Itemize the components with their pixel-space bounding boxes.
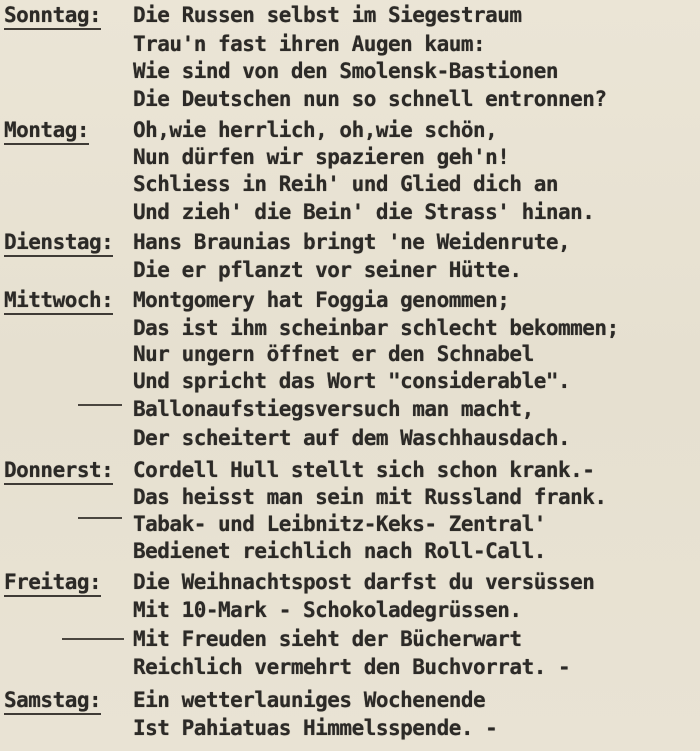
verse-text: Nur ungern öffnet er den Schnabel <box>133 342 534 366</box>
text-line <box>0 58 700 84</box>
verse-text: Nun dürfen wir spazieren geh'n! <box>133 145 510 169</box>
text-line <box>0 511 700 537</box>
text-line <box>0 341 700 367</box>
verse-text: Wie sind von den Smolensk-Bastionen <box>133 59 559 83</box>
verse-text: Die Weihnachtspost darfst du versüssen <box>133 570 595 594</box>
text-line <box>0 199 700 225</box>
text-line <box>0 715 700 741</box>
day-label: Montag: <box>4 117 89 145</box>
text-line <box>0 368 700 394</box>
verse-text: Ballonaufstiegsversuch man macht, <box>133 397 534 421</box>
text-line <box>0 287 700 313</box>
verse-text: Die Deutschen nun so schnell entronnen? <box>133 87 607 111</box>
separator-dash <box>62 638 124 640</box>
day-label: Freitag: <box>4 569 101 597</box>
verse-text: Die Russen selbst im Siegestraum <box>133 3 522 27</box>
day-label: Mittwoch: <box>4 287 113 315</box>
text-line <box>0 538 700 564</box>
verse-text: Das heisst man sein mit Russland frank. <box>133 485 607 509</box>
verse-text: Hans Braunias bringt 'ne Weidenrute, <box>133 230 571 254</box>
day-label: Dienstag: <box>4 229 113 257</box>
verse-text: Und zieh' die Bein' die Strass' hinan. <box>133 200 595 224</box>
text-line <box>0 457 700 483</box>
text-line <box>0 569 700 595</box>
verse-text: Bedienet reichlich nach Roll-Call. <box>133 539 546 563</box>
text-line <box>0 425 700 451</box>
text-line <box>0 171 700 197</box>
verse-text: Die er pflanzt vor seiner Hütte. <box>133 258 522 282</box>
verse-text: Reichlich vermehrt den Buchvorrat. - <box>133 655 571 679</box>
text-line <box>0 117 700 143</box>
text-line <box>0 31 700 57</box>
text-line <box>0 654 700 680</box>
text-line <box>0 229 700 255</box>
text-line <box>0 396 700 422</box>
text-line <box>0 687 700 713</box>
day-label: Samstag: <box>4 687 101 715</box>
text-line <box>0 315 700 341</box>
text-line <box>0 597 700 623</box>
text-line <box>0 257 700 283</box>
verse-text: Ein wetterlauniges Wochenende <box>133 688 486 712</box>
day-label: Sonntag: <box>4 2 101 30</box>
verse-text: Der scheitert auf dem Waschhausdach. <box>133 426 571 450</box>
verse-text: Ist Pahiatuas Himmelsspende. - <box>133 716 498 740</box>
day-label: Donnerst: <box>4 457 113 485</box>
separator-dash <box>78 517 122 519</box>
separator-dash <box>78 404 122 406</box>
verse-text: Oh,wie herrlich, oh,wie schön, <box>133 118 498 142</box>
text-line <box>0 86 700 112</box>
text-line <box>0 144 700 170</box>
text-line <box>0 484 700 510</box>
verse-text: Trau'n fast ihren Augen kaum: <box>133 32 486 56</box>
verse-text: Mit Freuden sieht der Bücherwart <box>133 627 522 651</box>
verse-text: Tabak- und Leibnitz-Keks- Zentral' <box>133 512 546 536</box>
verse-text: Das ist ihm scheinbar schlecht bekommen; <box>133 316 619 340</box>
verse-text: Und spricht das Wort "considerable". <box>133 369 571 393</box>
verse-text: Montgomery hat Foggia genommen; <box>133 288 510 312</box>
verse-text: Schliess in Reih' und Glied dich an <box>133 172 559 196</box>
text-line <box>0 2 700 28</box>
verse-text: Cordell Hull stellt sich schon krank.- <box>133 458 595 482</box>
verse-text: Mit 10-Mark - Schokoladegrüssen. <box>133 598 522 622</box>
